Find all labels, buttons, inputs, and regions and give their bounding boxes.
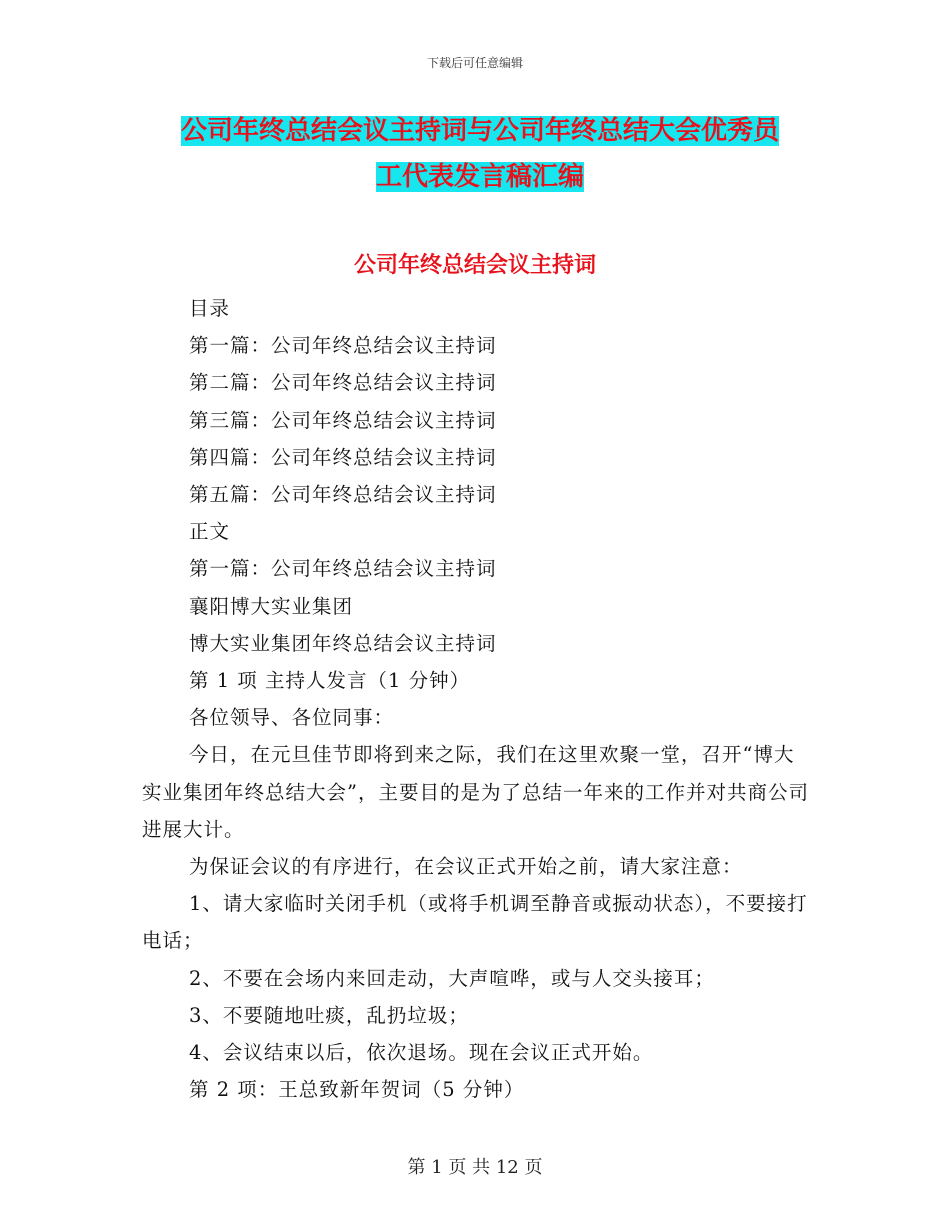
paragraph-rule-2: 2、不要在会场内来回走动，大声喧哗，或与人交头接耳；	[189, 966, 715, 990]
paragraph-item-2: 第 2 项：王总致新年贺词（5 分钟）	[189, 1078, 525, 1102]
paragraph-intro: 今日，在元旦佳节即将到来之际，我们在这里欢聚一堂，召开“博大实业集团年终总结大会”，主要目的是为了总结一年来的工作并对共商公司进展大计。	[142, 743, 809, 841]
paragraph-chapter-title: 第一篇：公司年终总结会议主持词	[189, 557, 497, 581]
paragraph-rule-4: 4、会议结束以后，依次退场。现在会议正式开始。	[189, 1041, 654, 1065]
paragraph-meeting-title: 博大实业集团年终总结会议主持词	[189, 631, 497, 655]
document-title-line-1: 公司年终总结会议主持词与公司年终总结大会优秀员	[180, 116, 779, 146]
paragraph-body-heading: 正文	[189, 520, 231, 544]
document-title-line-2: 工代表发言稿汇编	[375, 162, 584, 192]
section-title: 公司年终总结会议主持词	[353, 253, 596, 278]
paragraph-company: 襄阳博大实业集团	[189, 594, 354, 618]
document-title	[140, 108, 820, 200]
document-body	[142, 290, 812, 1108]
paragraph-toc-item-5: 第五篇：公司年终总结会议主持词	[189, 483, 497, 507]
paragraph-rule-1: 1、请大家临时关闭手机（或将手机调至静音或振动状态），不要接打电话；	[142, 892, 808, 953]
paragraph-greeting: 各位领导、各位同事：	[189, 706, 395, 730]
paragraph-rule-3: 3、不要随地吐痰，乱扔垃圾；	[189, 1003, 469, 1027]
paragraph-toc-item-3: 第三篇：公司年终总结会议主持词	[189, 408, 497, 432]
paragraph-notice: 为保证会议的有序进行，在会议正式开始之前，请大家注意：	[189, 855, 743, 879]
page-number-footer: 第 1 页 共 12 页	[407, 1157, 543, 1178]
paragraph-toc-heading: 目录	[189, 297, 231, 320]
paragraph-toc-item-1: 第一篇：公司年终总结会议主持词	[189, 334, 497, 358]
paragraph-toc-item-2: 第二篇：公司年终总结会议主持词	[189, 371, 497, 395]
paragraph-toc-item-4: 第四篇：公司年终总结会议主持词	[189, 445, 497, 469]
header-note: 下载后可任意编辑	[426, 56, 523, 70]
paragraph-item-1: 第 1 项 主持人发言（1 分钟）	[189, 669, 471, 693]
